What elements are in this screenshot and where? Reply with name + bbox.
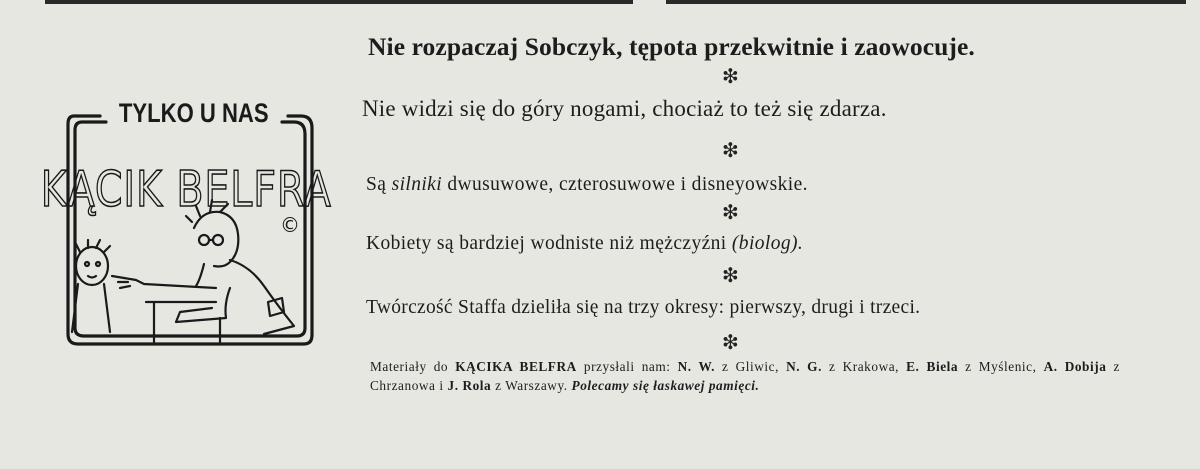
logo-banner-text: TYLKO U NAS [118, 99, 269, 129]
separator-asterism-icon: ❇ [722, 332, 739, 354]
saying-2-pre: Są [366, 174, 392, 195]
separator-asterism-icon: ❇ [722, 140, 739, 162]
kacik-belfra-logo [44, 92, 334, 362]
saying-2-post: dwusuwowe, czterosuwowe i disneyowskie. [442, 174, 808, 195]
saying-3-pre: Kobiety są bardziej wodniste niż mężczyźni [366, 233, 732, 254]
separator-asterism-icon: ❇ [722, 66, 739, 88]
credits-name: A. Dobija [1043, 359, 1107, 374]
saying-3 [366, 233, 803, 255]
saying-2-italic: silniki [391, 174, 443, 195]
top-rule-left [45, 0, 633, 4]
copyright-mark: © [280, 213, 300, 237]
saying-4-text: Twórczość Staffa dzieliła się na trzy okresy: pierwszy, drugi i trzeci. [366, 297, 921, 318]
saying-4 [366, 297, 920, 319]
logo-title-text: KĄCIK BELFRA [44, 161, 332, 219]
top-rule-right [666, 0, 1186, 4]
credits-text: Materiały do [370, 359, 456, 374]
credits-text: z Myślenic, [958, 359, 1044, 374]
saying-2 [366, 174, 808, 196]
credits-name: KĄCIKA BELFRA [455, 359, 577, 374]
teacher-figure [112, 200, 294, 342]
credits-text: przysłali nam: [576, 359, 678, 374]
saying-1-text: Nie widzi się do góry nogami, chociaż to też się zdarza. [362, 96, 887, 121]
credits-closing: Polecamy się łaskawej pamięci. [571, 377, 760, 393]
credits-name: N. W. [677, 359, 715, 374]
separator-asterism-icon: ❇ [722, 202, 739, 224]
credits-name: J. Rola [447, 377, 492, 393]
logo-illustration [44, 92, 334, 362]
credits-name: N. G. [786, 359, 822, 374]
credits-name: E. Biela [906, 359, 959, 374]
credits-paragraph [370, 358, 1120, 395]
separator-asterism-icon: ❇ [722, 265, 739, 287]
credits-text: z Warszawy. [491, 377, 572, 393]
saying-1 [362, 96, 887, 122]
credits-text: z Chrzanowa i [370, 359, 1120, 393]
pupil-figure [72, 240, 110, 332]
saying-3-italic: (biolog). [731, 233, 804, 254]
headline: Nie rozpaczaj Sobczyk, tępota przekwitnie i zaowocuje. [368, 32, 975, 61]
credits-text: z Gliwic, [714, 359, 787, 374]
credits-text: z Krakowa, [821, 359, 907, 374]
